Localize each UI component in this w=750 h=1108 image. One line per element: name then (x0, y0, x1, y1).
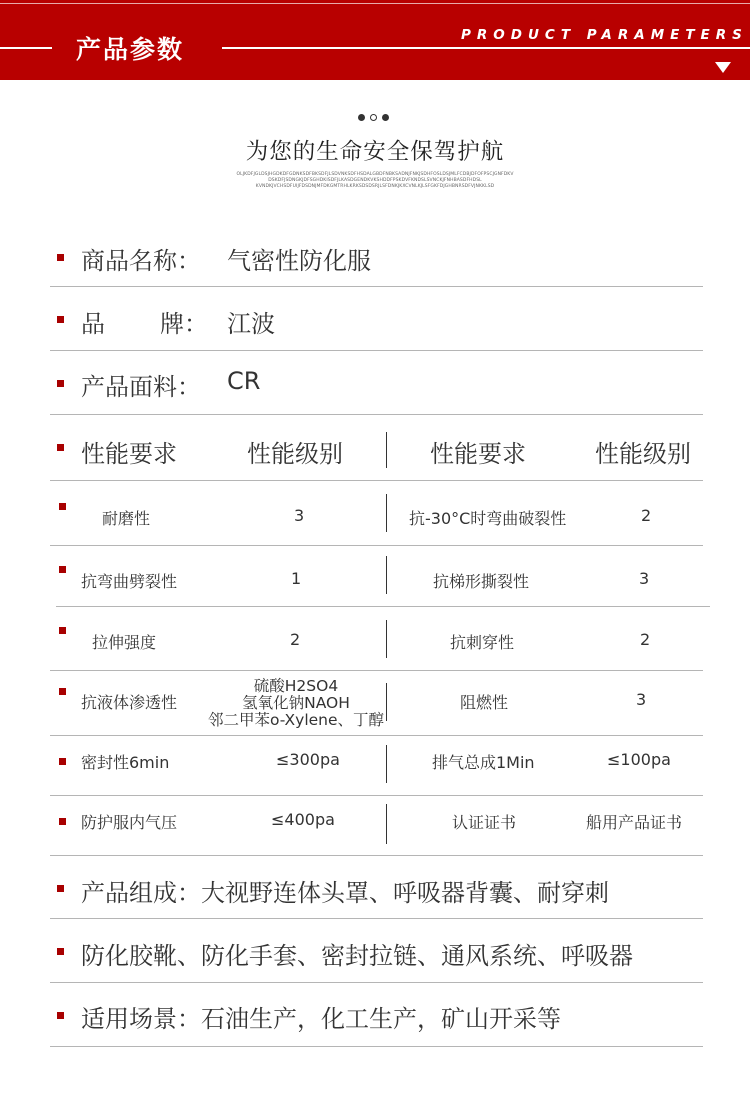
table-header-level: 性能级别 (595, 440, 691, 468)
divider (56, 606, 710, 607)
column-divider (386, 432, 387, 468)
bullet-icon (57, 948, 64, 955)
header-banner (0, 0, 750, 80)
divider (50, 735, 703, 736)
level-cell: 2 (641, 506, 652, 525)
table-header-level: 性能级别 (247, 440, 343, 468)
divider (50, 350, 703, 351)
column-divider (386, 556, 387, 594)
chemical-list (196, 678, 396, 729)
chemical-item: 邻二甲苯o-Xylene、丁醇 (207, 711, 385, 729)
divider (50, 286, 703, 287)
fine-print-line: DSKDFJSDNGKJDFSGHDKISDFJLKASDGENDKVKSHDDFPSKDVFKNDSLSVNCKJFNHBASDFHDSL (268, 178, 482, 183)
brand-label-part: 品 (81, 310, 105, 338)
section-title: 产品参数 (76, 35, 185, 64)
application-line: 适用场景：石油生产，化工生产，矿山开采等 (81, 1005, 561, 1033)
section-subtitle: PRODUCT PARAMETERS (461, 27, 748, 43)
level-cell: ≤400pa (271, 810, 335, 829)
fabric-value: CR (227, 367, 261, 395)
requirement-cell: 抗液体渗透性 (81, 693, 178, 712)
dot-icon (358, 114, 365, 121)
chemical-item: 硫酸H2SO4 (253, 677, 339, 695)
column-divider (386, 804, 387, 844)
level-cell: ≤100pa (607, 750, 671, 769)
banner-top-line (0, 3, 750, 4)
brand-label-part: 牌： (160, 310, 208, 338)
requirement-cell: 认证证书 (452, 813, 517, 832)
level-cell: 2 (640, 630, 651, 649)
level-cell: 3 (639, 569, 650, 588)
column-divider (386, 683, 387, 721)
table-header-requirement: 性能要求 (430, 440, 526, 468)
bullet-icon (59, 688, 66, 695)
fine-print (200, 172, 550, 190)
requirement-cell: 抗-30°C时弯曲破裂性 (409, 509, 567, 528)
dot-icon (382, 114, 389, 121)
product-name-label: 商品名称： (81, 247, 201, 275)
requirement-cell: 抗刺穿性 (450, 633, 515, 652)
divider (50, 670, 703, 671)
table-header-requirement: 性能要求 (81, 440, 177, 468)
bullet-icon (59, 818, 66, 825)
divider (50, 918, 703, 919)
level-cell: 3 (636, 690, 647, 709)
bullet-icon (59, 627, 66, 634)
divider (50, 982, 703, 983)
bullet-icon (57, 380, 64, 387)
requirement-cell: 防护服内气压 (81, 813, 178, 832)
bullet-icon (57, 254, 64, 261)
fabric-label: 产品面料： (81, 373, 201, 401)
divider (50, 545, 703, 546)
requirement-cell: 耐磨性 (102, 509, 151, 528)
divider (50, 414, 703, 415)
requirement-cell: 拉伸强度 (92, 633, 157, 652)
level-cell: 2 (290, 630, 301, 649)
chemical-item: 氢氧化钠NAOH (242, 694, 350, 712)
fine-print-line: OLJKDFJGLDSJHGDKDFGDNKSDFBKSDFJLSDVNKSDFHSDALGBDFNBKSADNJFNKJSDHFOSLDSJMLFCDBJDFOFPSCJGNFDKV (236, 172, 514, 177)
bullet-icon (59, 758, 66, 765)
banner-rule-left (0, 47, 52, 49)
requirement-cell: 密封性6min (81, 753, 170, 772)
requirement-cell: 抗梯形撕裂性 (433, 572, 530, 591)
dot-icon (370, 114, 377, 121)
bullet-icon (57, 316, 64, 323)
divider (50, 855, 703, 856)
level-cell: ≤300pa (276, 750, 340, 769)
bullet-icon (59, 566, 66, 573)
column-divider (386, 620, 387, 658)
fine-print-line: KVNDKJVCHSDFUIJFDSDNJMFDKGMTRHLKRKSDSDSRJLSFDNKJKXCVNLKJLSFGKFDJGHBNRSDFVJNKKLSD (255, 184, 495, 189)
requirement-cell: 阻燃性 (460, 693, 509, 712)
divider (50, 795, 703, 796)
bullet-icon (57, 444, 64, 451)
level-cell: 船用产品证书 (586, 813, 683, 832)
bullet-icon (57, 885, 64, 892)
brand-value: 江波 (227, 310, 275, 338)
column-divider (386, 494, 387, 532)
divider (50, 480, 703, 481)
arrow-down-icon (715, 62, 731, 73)
composition-line: 防化胶靴、防化手套、密封拉链、通风系统、呼吸器 (81, 942, 633, 970)
level-cell: 1 (291, 569, 302, 588)
bullet-icon (57, 1012, 64, 1019)
column-divider (386, 745, 387, 783)
divider (50, 1046, 703, 1047)
requirement-cell: 排气总成1Min (432, 753, 535, 772)
slogan: 为您的生命安全保驾护航 (245, 139, 505, 165)
banner-rule-right (222, 47, 750, 49)
level-cell: 3 (294, 506, 305, 525)
requirement-cell: 抗弯曲劈裂性 (81, 572, 178, 591)
product-name-value: 气密性防化服 (227, 247, 371, 275)
bullet-icon (59, 503, 66, 510)
composition-line: 产品组成：大视野连体头罩、呼吸器背囊、耐穿刺 (81, 879, 609, 907)
